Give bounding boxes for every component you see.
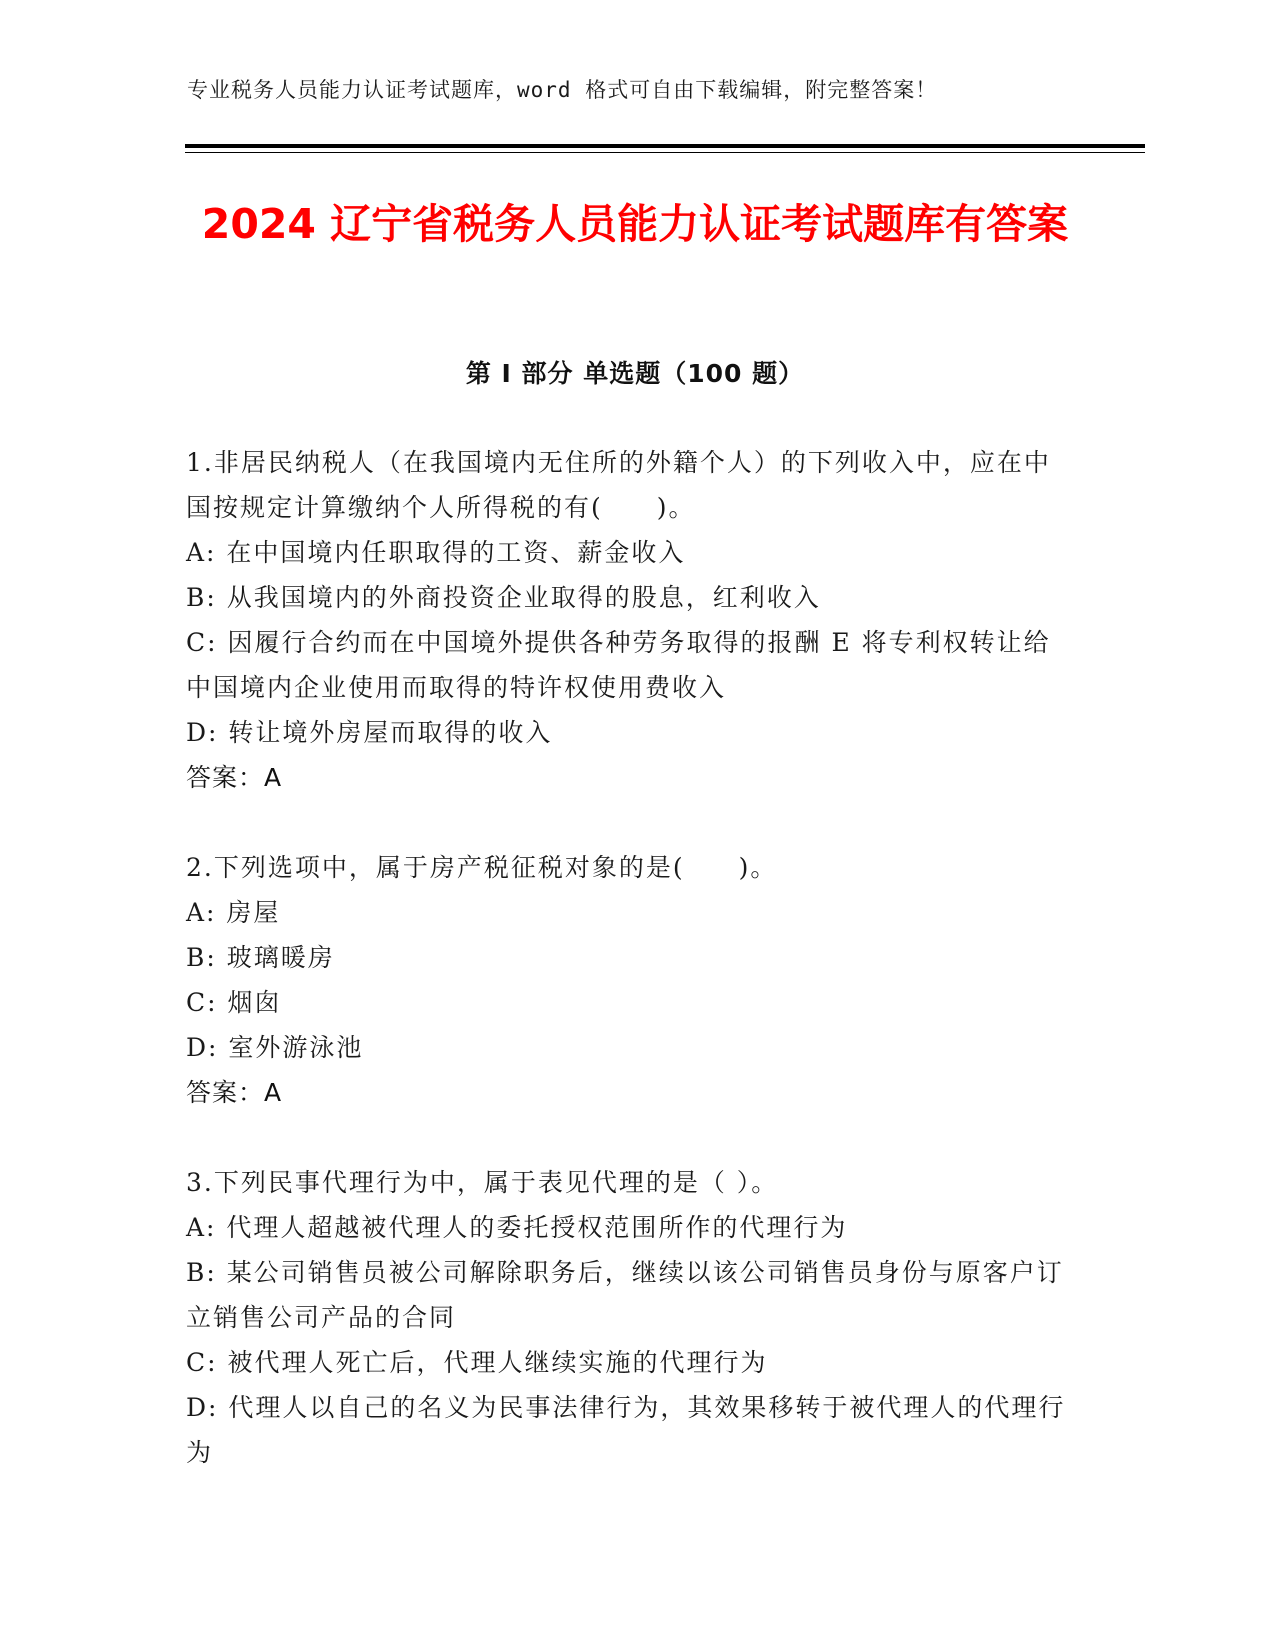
section-title: 第 I 部分 单选题（100 题） [465, 359, 805, 388]
document-title: 2024 辽宁省税务人员能力认证考试题库有答案 [201, 200, 1069, 248]
option-c: C: 烟囱 [186, 988, 282, 1017]
question-2 [186, 845, 1066, 1115]
option-d: D: 代理人以自己的名义为民事法律行为，其效果移转于被代理人的代理行为 [186, 1393, 1066, 1467]
question-stem: 3.下列民事代理行为中，属于表见代理的是（ ）。 [186, 1168, 779, 1197]
option-d: D: 室外游泳池 [186, 1033, 364, 1062]
option-a: A: 房屋 [186, 898, 281, 927]
option-b: B: 从我国境内的外商投资企业取得的股息，红利收入 [186, 583, 821, 612]
header-note: 专业税务人员能力认证考试题库，word 格式可自由下载编辑，附完整答案！ [187, 78, 938, 102]
option-b: B: 玻璃暖房 [186, 943, 335, 972]
option-a: A: 代理人超越被代理人的委托授权范围所作的代理行为 [186, 1213, 848, 1242]
header-divider-thick [185, 144, 1145, 148]
question-1 [186, 440, 1066, 800]
question-stem: 1.非居民纳税人（在我国境内无住所的外籍个人）的下列收入中，应在中国按规定计算缴纳个人所得税的有( )。 [186, 448, 1051, 522]
question-list [186, 440, 1066, 1520]
option-d: D: 转让境外房屋而取得的收入 [186, 718, 553, 747]
answer: 答案：A [186, 1078, 283, 1107]
header-divider-thin [185, 152, 1145, 153]
question-3 [186, 1160, 1066, 1475]
question-stem: 2.下列选项中，属于房产税征税对象的是( )。 [186, 853, 778, 882]
option-c: C: 因履行合约而在中国境外提供各种劳务取得的报酬 E 将专利权转让给中国境内企业使用而取得的特许权使用费收入 [186, 628, 1051, 702]
option-c: C: 被代理人死亡后，代理人继续实施的代理行为 [186, 1348, 768, 1377]
answer: 答案：A [186, 763, 283, 792]
option-a: A: 在中国境内任职取得的工资、薪金收入 [186, 538, 686, 567]
option-b: B: 某公司销售员被公司解除职务后，继续以该公司销售员身份与原客户订立销售公司产品的合同 [186, 1258, 1064, 1332]
